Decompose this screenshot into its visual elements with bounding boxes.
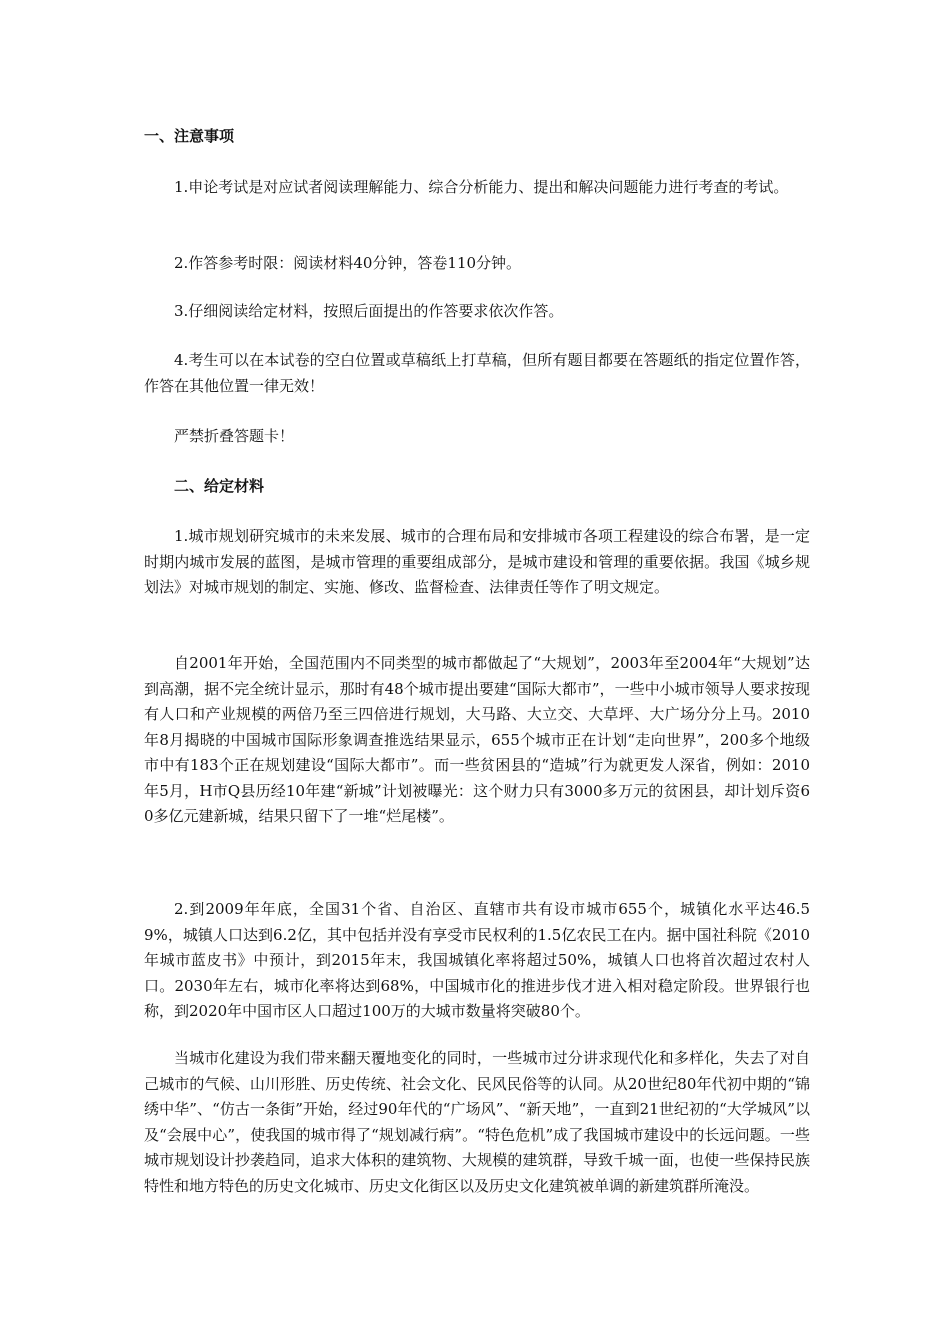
section-heading-materials: 二、给定材料 — [174, 477, 265, 495]
section-heading-notes: 一、注意事项 — [144, 127, 235, 145]
material-paragraph-3: 2.到2009年年底，全国31个省、自治区、直辖市共有设市城市655个，城镇化水平达46.59%，城镇人口达到6.2亿，其中包括并没有享受市民权利的1.5亿农民工在内。据中国社科院《2010年城市蓝皮书》中预计，到2015年末，我国城镇化率将超过50%，城镇人口也将首次超过农村人口。2030年左右，城市化率将达到68%，中国城市化的推进步伐才进入相对稳定阶段。世界银行也称，到2020年中国市区人口超过100万的大城市数量将突破80个。 — [144, 900, 810, 1020]
notice-item-1: 1.申论考试是对应试者阅读理解能力、综合分析能力、提出和解决问题能力进行考查的考试。 — [174, 178, 789, 196]
notice-item-4: 4.考生可以在本试卷的空白位置或草稿纸上打草稿，但所有题目都要在答题纸的指定位置作答，作答在其他位置一律无效！ — [144, 351, 810, 395]
material-paragraph-4: 当城市化建设为我们带来翻天覆地变化的同时，一些城市过分讲求现代化和多样化，失去了对自己城市的气候、山川形胜、历史传统、社会文化、民风民俗等的认同。从20世纪80年代初中期的“锦绣中华”、“仿古一条街”开始，经过90年代的“广场风”、“新天地”，一直到21世纪初的“大学城风”以及“会展中心”，使我国的城市得了“规划减行病”。“特色危机”成了我国城市建设中的长远问题。一些城市规划设计抄袭趋同，追求大体积的建筑物、大规模的建筑群，导致千城一面，也使一些保持民族特性和地方特色的历史文化城市、历史文化街区以及历史文化建筑被单调的新建筑群所淹没。 — [144, 1049, 810, 1195]
notice-item-2: 2.作答参考时限：阅读材料40分钟，答卷110分钟。 — [174, 254, 522, 272]
notice-item-3: 3.仔细阅读给定材料，按照后面提出的作答要求依次作答。 — [174, 302, 564, 320]
material-paragraph-2: 自2001年开始，全国范围内不同类型的城市都做起了“大规划”，2003年至2004年“大规划”达到高潮，据不完全统计显示，那时有48个城市提出要建“国际大都市”，一些中小城市领导人要求按现有人口和产业规模的两倍乃至三四倍进行规划，大马路、大立交、大草坪、大广场分分上马。2010年8月揭晓的中国城市国际形象调查推选结果显示，655个城市正在计划“走向世界”，200多个地级市中有183个正在规划建设“国际大都市”。而一些贫困县的“造城”行为就更发人深省，例如：2010年5月，H市Q县历经10年建“新城”计划被曝光：这个财力只有3000多万元的贫困县，却计划斥资60多亿元建新城，结果只留下了一堆“烂尾楼”。 — [144, 654, 810, 825]
material-paragraph-1: 1.城市规划研究城市的未来发展、城市的合理布局和安排城市各项工程建设的综合布署，是一定时期内城市发展的蓝图，是城市管理的重要组成部分，是城市建设和管理的重要依据。我国《城乡规划法》对城市规划的制定、实施、修改、监督检查、法律责任等作了明文规定。 — [144, 527, 810, 596]
fold-warning: 严禁折叠答题卡！ — [174, 427, 295, 445]
